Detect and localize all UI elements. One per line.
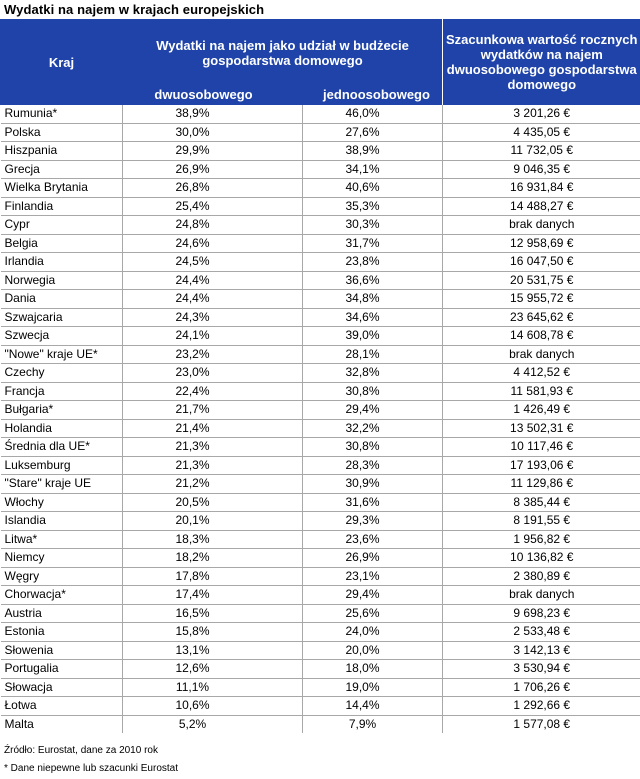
annual-value-cell: 11 581,93 €	[443, 382, 640, 401]
annual-value-cell: 9 046,35 €	[443, 160, 640, 179]
table-row	[1, 179, 640, 198]
table-row	[1, 401, 640, 420]
table-row	[1, 308, 640, 327]
table-row	[1, 493, 640, 512]
table-row	[1, 475, 640, 494]
two-person-share-cell: 18,2%	[123, 549, 303, 568]
annual-value-cell: brak danych	[443, 216, 640, 235]
two-person-share-cell: 23,0%	[123, 364, 303, 383]
country-cell: Islandia	[1, 512, 123, 531]
one-person-share-cell: 23,6%	[303, 530, 443, 549]
table-body	[1, 105, 640, 733]
footnote: * Dane niepewne lub szacunki Eurostat	[4, 763, 178, 774]
two-person-share-cell: 15,8%	[123, 623, 303, 642]
one-person-share-cell: 7,9%	[303, 715, 443, 733]
table-row	[1, 678, 640, 697]
two-person-share-cell: 29,9%	[123, 142, 303, 161]
country-cell: Szwecja	[1, 327, 123, 346]
two-person-share-cell: 17,8%	[123, 567, 303, 586]
annual-value-cell: 14 488,27 €	[443, 197, 640, 216]
country-cell: Irlandia	[1, 253, 123, 272]
one-person-share-cell: 23,8%	[303, 253, 443, 272]
table-row	[1, 105, 640, 123]
country-cell: Włochy	[1, 493, 123, 512]
two-person-share-cell: 24,6%	[123, 234, 303, 253]
annual-value-cell: 20 531,75 €	[443, 271, 640, 290]
annual-value-cell: 17 193,06 €	[443, 456, 640, 475]
two-person-share-cell: 5,2%	[123, 715, 303, 733]
column-header-one-person: jednoosobowego	[303, 83, 443, 105]
two-person-share-cell: 18,3%	[123, 530, 303, 549]
one-person-share-cell: 30,8%	[303, 438, 443, 457]
table-row	[1, 123, 640, 142]
table-row	[1, 160, 640, 179]
one-person-share-cell: 31,7%	[303, 234, 443, 253]
one-person-share-cell: 20,0%	[303, 641, 443, 660]
country-cell: Holandia	[1, 419, 123, 438]
country-cell: Niemcy	[1, 549, 123, 568]
two-person-share-cell: 21,7%	[123, 401, 303, 420]
two-person-share-cell: 21,4%	[123, 419, 303, 438]
two-person-share-cell: 16,5%	[123, 604, 303, 623]
one-person-share-cell: 29,3%	[303, 512, 443, 531]
table-row	[1, 253, 640, 272]
one-person-share-cell: 28,1%	[303, 345, 443, 364]
one-person-share-cell: 24,0%	[303, 623, 443, 642]
table-row	[1, 567, 640, 586]
annual-value-cell: 16 931,84 €	[443, 179, 640, 198]
one-person-share-cell: 32,8%	[303, 364, 443, 383]
two-person-share-cell: 26,9%	[123, 160, 303, 179]
two-person-share-cell: 38,9%	[123, 105, 303, 123]
table-row	[1, 216, 640, 235]
country-cell: Grecja	[1, 160, 123, 179]
two-person-share-cell: 24,5%	[123, 253, 303, 272]
country-cell: Belgia	[1, 234, 123, 253]
table-row	[1, 345, 640, 364]
one-person-share-cell: 32,2%	[303, 419, 443, 438]
annual-value-cell: 1 706,26 €	[443, 678, 640, 697]
country-cell: Cypr	[1, 216, 123, 235]
two-person-share-cell: 13,1%	[123, 641, 303, 660]
table-row	[1, 623, 640, 642]
annual-value-cell: 9 698,23 €	[443, 604, 640, 623]
table-row	[1, 586, 640, 605]
country-cell: Finlandia	[1, 197, 123, 216]
two-person-share-cell: 26,8%	[123, 179, 303, 198]
annual-value-cell: 3 530,94 €	[443, 660, 640, 679]
two-person-share-cell: 20,5%	[123, 493, 303, 512]
two-person-share-cell: 22,4%	[123, 382, 303, 401]
table-row	[1, 512, 640, 531]
country-cell: Austria	[1, 604, 123, 623]
one-person-share-cell: 28,3%	[303, 456, 443, 475]
two-person-share-cell: 21,2%	[123, 475, 303, 494]
one-person-share-cell: 14,4%	[303, 697, 443, 716]
country-cell: Słowenia	[1, 641, 123, 660]
column-header-annual-value: Szacunkowa wartość rocznych wydatków na najem dwuosobowego gospodarstwa domowego	[443, 19, 640, 105]
table-row	[1, 382, 640, 401]
two-person-share-cell: 24,3%	[123, 308, 303, 327]
annual-value-cell: brak danych	[443, 345, 640, 364]
two-person-share-cell: 21,3%	[123, 456, 303, 475]
table-row	[1, 530, 640, 549]
one-person-share-cell: 23,1%	[303, 567, 443, 586]
two-person-share-cell: 10,6%	[123, 697, 303, 716]
table-row	[1, 142, 640, 161]
country-cell: Norwegia	[1, 271, 123, 290]
annual-value-cell: 11 732,05 €	[443, 142, 640, 161]
country-cell: Luksemburg	[1, 456, 123, 475]
table-row	[1, 697, 640, 716]
one-person-share-cell: 27,6%	[303, 123, 443, 142]
two-person-share-cell: 24,1%	[123, 327, 303, 346]
one-person-share-cell: 26,9%	[303, 549, 443, 568]
annual-value-cell: 12 958,69 €	[443, 234, 640, 253]
country-cell: Estonia	[1, 623, 123, 642]
one-person-share-cell: 46,0%	[303, 105, 443, 123]
annual-value-cell: 10 117,46 €	[443, 438, 640, 457]
country-cell: Rumunia*	[1, 105, 123, 123]
annual-value-cell: brak danych	[443, 586, 640, 605]
annual-value-cell: 11 129,86 €	[443, 475, 640, 494]
table-row	[1, 234, 640, 253]
two-person-share-cell: 30,0%	[123, 123, 303, 142]
column-header-two-person: dwuosobowego	[123, 83, 303, 105]
one-person-share-cell: 29,4%	[303, 586, 443, 605]
two-person-share-cell: 20,1%	[123, 512, 303, 531]
annual-value-cell: 2 380,89 €	[443, 567, 640, 586]
two-person-share-cell: 24,4%	[123, 290, 303, 309]
country-cell: Czechy	[1, 364, 123, 383]
country-cell: Portugalia	[1, 660, 123, 679]
country-cell: "Nowe" kraje UE*	[1, 345, 123, 364]
table-row	[1, 290, 640, 309]
table-row	[1, 641, 640, 660]
annual-value-cell: 1 577,08 €	[513, 716, 571, 731]
annual-value-cell: 4 435,05 €	[443, 123, 640, 142]
country-cell: Wielka Brytania	[1, 179, 123, 198]
annual-value-cell: 13 502,31 €	[443, 419, 640, 438]
one-person-share-cell: 34,8%	[303, 290, 443, 309]
annual-value-cell: 14 608,78 €	[443, 327, 640, 346]
annual-value-cell: 4 412,52 €	[443, 364, 640, 383]
table-row	[1, 549, 640, 568]
annual-value-cell: 8 191,55 €	[443, 512, 640, 531]
one-person-share-cell: 40,6%	[303, 179, 443, 198]
table-row	[1, 419, 640, 438]
annual-value-cell: 3 142,13 €	[443, 641, 640, 660]
two-person-share-cell: 21,3%	[123, 438, 303, 457]
table-row	[1, 327, 640, 346]
two-person-share-cell: 23,2%	[123, 345, 303, 364]
two-person-share-cell: 11,1%	[123, 678, 303, 697]
table-row	[1, 456, 640, 475]
annual-value-cell: 10 136,82 €	[443, 549, 640, 568]
one-person-share-cell: 30,9%	[303, 475, 443, 494]
one-person-share-cell: 34,1%	[303, 160, 443, 179]
one-person-share-cell: 35,3%	[303, 197, 443, 216]
column-header-country: Kraj	[1, 19, 123, 105]
two-person-share-cell: 17,4%	[123, 586, 303, 605]
country-cell: Dania	[1, 290, 123, 309]
country-cell: Węgry	[1, 567, 123, 586]
one-person-share-cell: 36,6%	[303, 271, 443, 290]
country-cell: Bułgaria*	[1, 401, 123, 420]
two-person-share-cell: 24,8%	[123, 216, 303, 235]
one-person-share-cell: 38,9%	[303, 142, 443, 161]
table-row	[1, 604, 640, 623]
one-person-share-cell: 30,3%	[303, 216, 443, 235]
table-row	[1, 364, 640, 383]
country-cell: Hiszpania	[1, 142, 123, 161]
country-cell: Łotwa	[1, 697, 123, 716]
annual-value-cell: 1 956,82 €	[443, 530, 640, 549]
column-header-budget-share: Wydatki na najem jako udział w budżecie gospodarstwa domowego	[123, 19, 443, 83]
two-person-share-cell: 25,4%	[123, 197, 303, 216]
annual-value-cell: 15 955,72 €	[443, 290, 640, 309]
table-row	[1, 438, 640, 457]
annual-value-cell: 1 292,66 €	[443, 697, 640, 716]
one-person-share-cell: 29,4%	[303, 401, 443, 420]
country-cell: Polska	[1, 123, 123, 142]
table-row	[1, 715, 640, 733]
country-cell: "Stare" kraje UE	[1, 475, 123, 494]
one-person-share-cell: 30,8%	[303, 382, 443, 401]
country-cell: Litwa*	[1, 530, 123, 549]
one-person-share-cell: 34,6%	[303, 308, 443, 327]
one-person-share-cell: 31,6%	[303, 493, 443, 512]
annual-value-cell: 1 426,49 €	[443, 401, 640, 420]
table-row	[1, 197, 640, 216]
annual-value-cell: 16 047,50 €	[443, 253, 640, 272]
two-person-share-cell: 24,4%	[123, 271, 303, 290]
country-cell: Chorwacja*	[1, 586, 123, 605]
country-cell: Słowacja	[1, 678, 123, 697]
page-title: Wydatki na najem w krajach europejskich	[4, 2, 265, 17]
source-note: Źródło: Eurostat, dane za 2010 rok	[4, 745, 158, 756]
rent-expenses-table	[0, 19, 640, 733]
one-person-share-cell: 39,0%	[303, 327, 443, 346]
two-person-share-cell: 12,6%	[123, 660, 303, 679]
annual-value-cell: 3 201,26 €	[443, 105, 640, 123]
table-row	[1, 660, 640, 679]
country-cell: Średnia dla UE*	[1, 438, 123, 457]
table-row	[1, 271, 640, 290]
country-cell: Francja	[1, 382, 123, 401]
annual-value-cell: 8 385,44 €	[443, 493, 640, 512]
one-person-share-cell: 25,6%	[303, 604, 443, 623]
country-cell: Malta	[1, 715, 123, 733]
annual-value-cell: 23 645,62 €	[443, 308, 640, 327]
one-person-share-cell: 19,0%	[303, 678, 443, 697]
annual-value-cell: 2 533,48 €	[443, 623, 640, 642]
country-cell: Szwajcaria	[1, 308, 123, 327]
one-person-share-cell: 18,0%	[303, 660, 443, 679]
